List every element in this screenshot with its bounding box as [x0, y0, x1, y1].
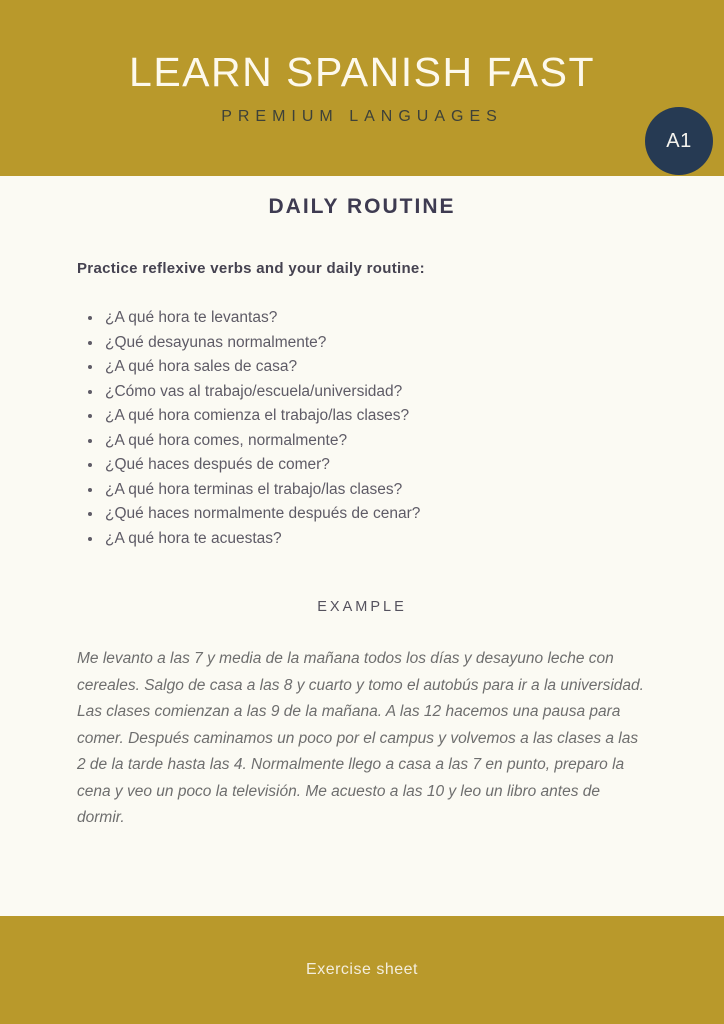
exercise-instructions: Practice reflexive verbs and your daily routine:	[77, 260, 425, 277]
example-heading: EXAMPLE	[317, 599, 407, 615]
worksheet-body	[0, 195, 724, 832]
brand-title: LEARN SPANISH FAST	[129, 49, 595, 95]
question-item: • ¿Qué haces normalmente después de cenar?	[103, 502, 647, 527]
question-item: • ¿A qué hora comienza el trabajo/las clases?	[103, 404, 647, 429]
question-item: • ¿A qué hora te levantas?	[103, 306, 647, 331]
brand-subtitle: PREMIUM LANGUAGES	[221, 108, 503, 126]
example-paragraph: Me levanto a las 7 y media de la mañana todos los días y desayuno leche con cereales. Salgo de casa a las 8 y cuarto y tomo el autobús para ir a la universidad. Las clases comienzan a las 9 de la mañana. A las 12 hacemos una pausa para comer. Después caminamos un poco por el campus y volvemos a las clases a las 2 de la tarde hasta las 4. Normalmente llego a casa a las 7 en punto, preparo la cena y veo un poco la televisión. Me acuesto a las 10 y leo un libro antes de dormir.	[77, 650, 644, 826]
question-item: • ¿Cómo vas al trabajo/escuela/universidad?	[103, 380, 647, 405]
footer-label: Exercise sheet	[306, 961, 418, 978]
page-header	[0, 0, 724, 176]
level-badge: A1	[645, 107, 713, 175]
question-item: • ¿A qué hora te acuestas?	[103, 527, 647, 552]
question-item: • ¿Qué haces después de comer?	[103, 453, 647, 478]
question-item: • ¿Qué desayunas normalmente?	[103, 331, 647, 356]
page-footer	[0, 916, 724, 1024]
question-item: • ¿A qué hora terminas el trabajo/las clases?	[103, 478, 647, 503]
sheet-title: DAILY ROUTINE	[268, 195, 456, 218]
question-list	[77, 306, 647, 551]
question-item: • ¿A qué hora comes, normalmente?	[103, 429, 647, 454]
question-item: • ¿A qué hora sales de casa?	[103, 355, 647, 380]
